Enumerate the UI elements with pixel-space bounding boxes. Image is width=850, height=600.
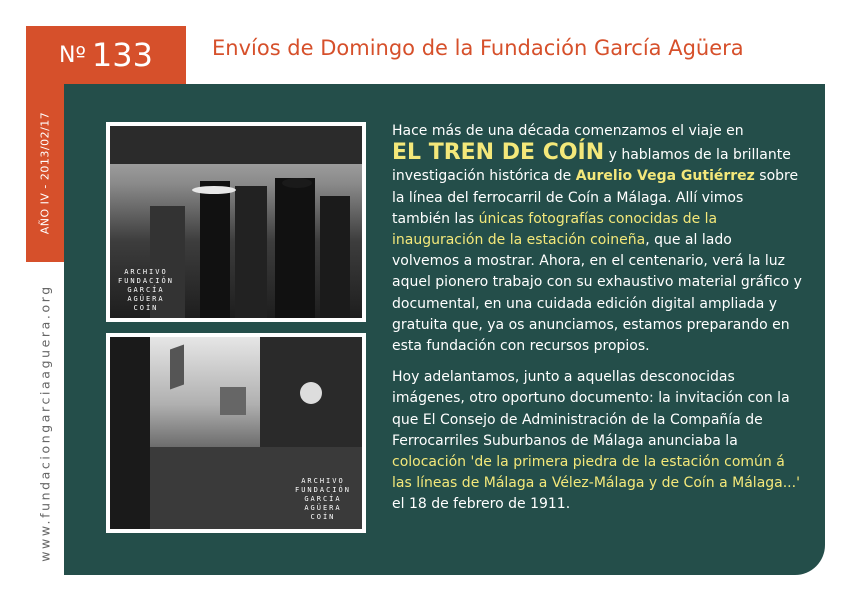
archive-watermark: ARCHIVO FUNDACIÓN GARCÍA AGÜERA COÍN xyxy=(118,268,174,312)
quote-highlight: colocación 'de la primera piedra de la estación común á las líneas de Málaga a Vélez-Málaga y de Coín a Málaga...' xyxy=(392,454,800,492)
issue-number-badge xyxy=(26,26,186,84)
photo-station-inauguration xyxy=(106,333,366,533)
paragraph-1: Hace más de una década comenzamos el viaje en EL TREN DE COÍN y hablamos de la brillante investigación histórica de Aurelio Vega Gutiérrez sobre la línea del ferrocarril de Coín a Málaga. Allí vimos también las únicas fotografías conocidas de la inauguración de la estación coineña, que al lado volvemos a mostrar. Ahora, en el centenario, verá la luz aquel pionero trabajo con su exhaustivo material gráfico y documental, en una cuidada edición digital ampliada y gratuita que, ya os anunciamos, estamos preparando en esta fundación con recursos propios. xyxy=(392,123,802,355)
photos-highlight: únicas fotografías conocidas de la inauguración de la estación coineña xyxy=(392,210,718,249)
article-text xyxy=(392,121,802,516)
issue-date: AÑO IV - 2013/02/17 xyxy=(38,111,52,235)
page-title: Envíos de Domingo de la Fundación García Agüera xyxy=(212,36,744,60)
headline-highlight: EL TREN DE COÍN xyxy=(392,140,605,166)
author-name: Aurelio Vega Gutiérrez xyxy=(575,168,755,185)
number-symbol: Nº xyxy=(59,42,86,68)
photo-station-crowd xyxy=(106,122,366,322)
photo-image xyxy=(110,126,362,318)
archive-watermark: ARCHIVO FUNDACIÓN GARCÍA AGÜERA COÍN xyxy=(295,477,351,521)
website-url: www.fundaciongarciaaguera.org xyxy=(37,284,53,562)
paragraph-2: Hoy adelantamos, junto a aquellas desconocidas imágenes, otro oportuno documento: la invitación con la que El Consejo de Administración de la Compañía de Ferrocarriles Suburbanos de Málaga anunciaba la colocación 'de la primera piedra de la estación común á las líneas de Málaga a Vélez-Málaga y de Coín a Málaga...' el 18 de febrero de 1911. xyxy=(392,369,800,513)
issue-number: 133 xyxy=(91,36,153,74)
photo-image xyxy=(110,337,362,529)
